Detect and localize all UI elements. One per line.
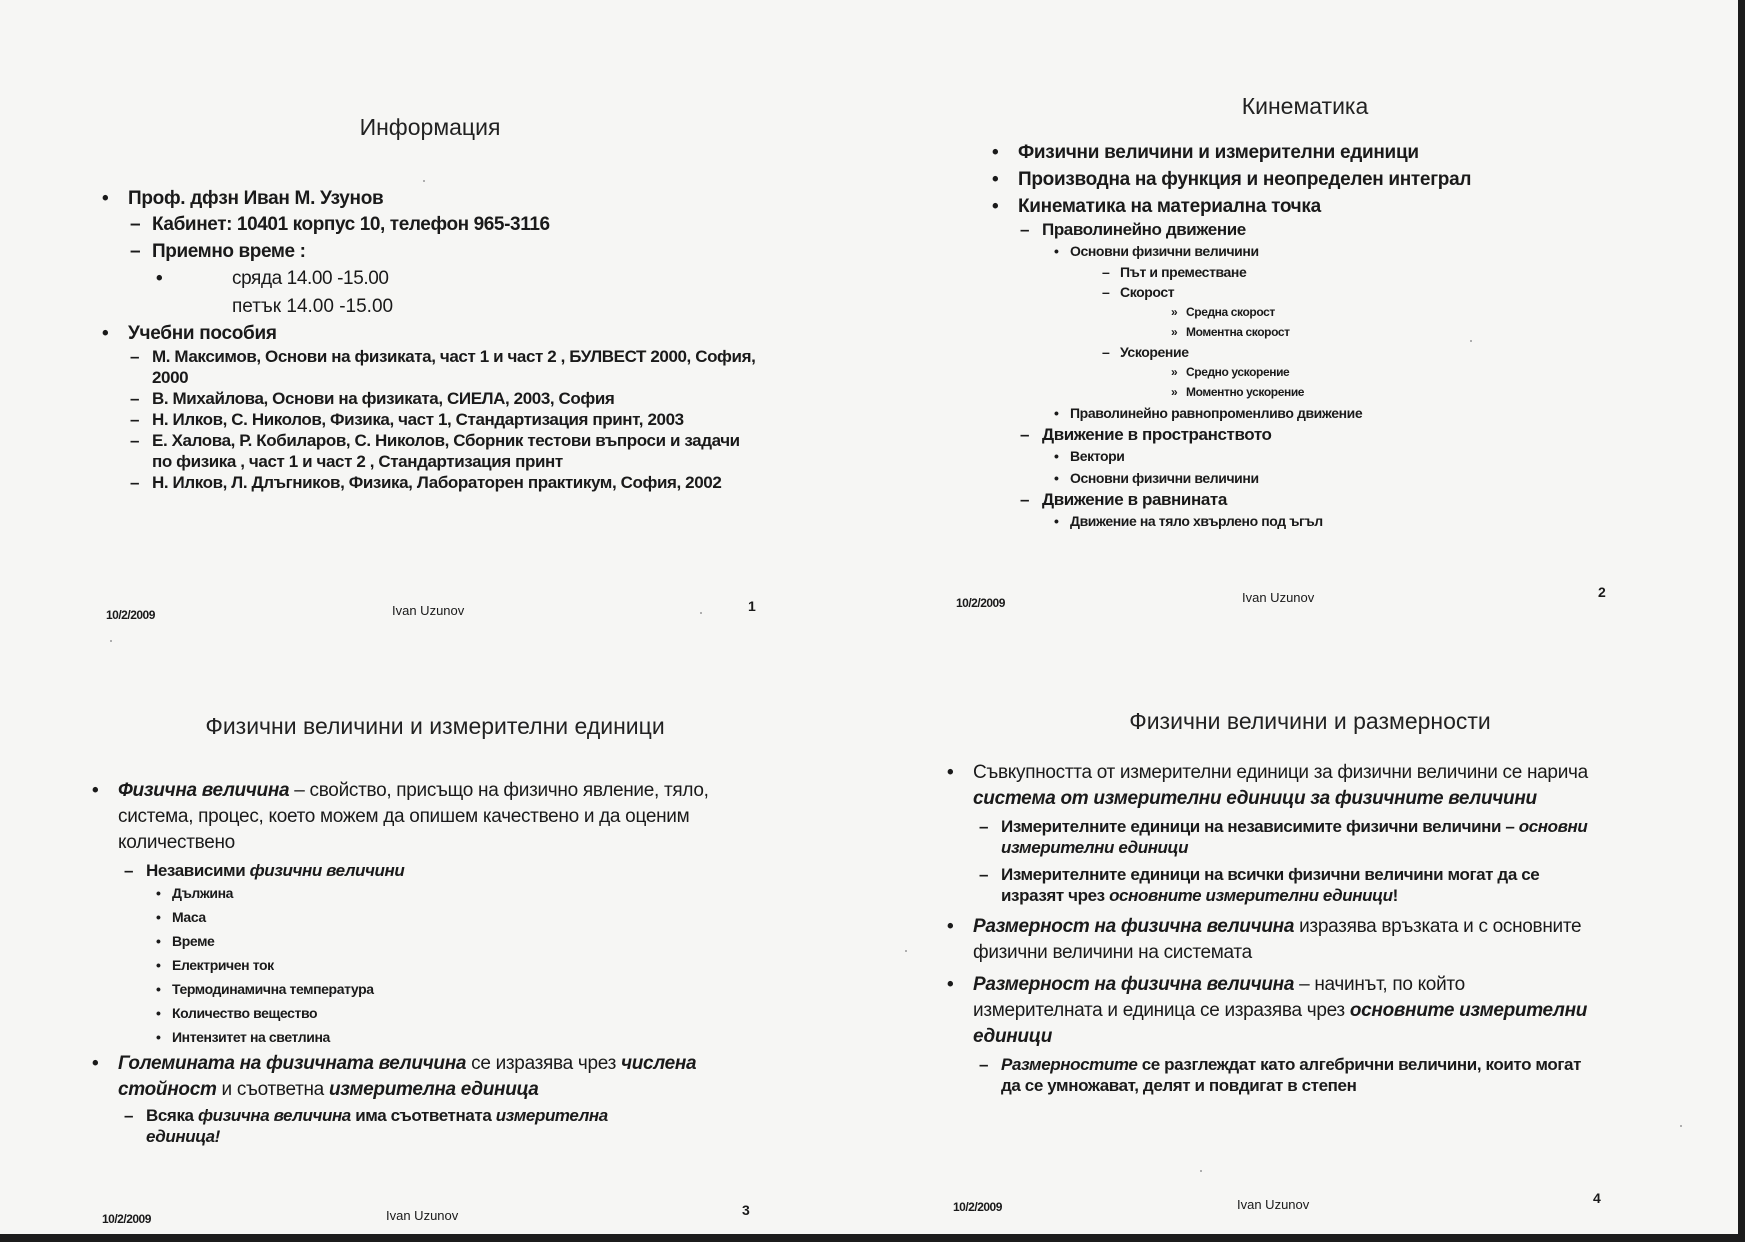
list-item: » Моментно ускорение	[1168, 382, 1630, 402]
slide-number: 1	[748, 598, 756, 614]
list-item: – Движение в пространството	[1018, 424, 1630, 445]
list-item	[977, 864, 1595, 906]
slide-1	[90, 100, 770, 630]
slide-2	[950, 80, 1630, 620]
text: – начинът, по който измерителната и единица се изразява чрез	[973, 974, 1465, 1021]
list-item	[90, 778, 770, 856]
list-item: – Път и преместване	[1102, 262, 1630, 282]
slide-3	[90, 700, 780, 1230]
term: Размерностите	[1001, 1055, 1138, 1074]
term: основните измерителни единици	[973, 1000, 1588, 1047]
list-item: • Кинематика на материална точка	[990, 194, 1630, 219]
base-quantity: • Интензитет на светлина	[152, 1025, 770, 1049]
term: основни измерителни единици	[1001, 817, 1588, 857]
list-item: • Основни физични величини	[1050, 467, 1630, 489]
term: Физична величина	[118, 780, 290, 801]
term: физични величини	[249, 861, 405, 880]
base-quantity: • Термодинамична температура	[152, 977, 770, 1001]
slide-title: Кинематика	[1241, 93, 1369, 119]
slide-4	[945, 700, 1645, 1220]
list-item: • Праволинейно равнопроменливо движение	[1050, 402, 1630, 424]
list-item	[977, 816, 1595, 858]
slide-number: 2	[1598, 584, 1606, 600]
slide-author: Ivan Uzunov	[386, 1208, 459, 1223]
slide-title: Информация	[359, 114, 501, 140]
text: !	[1392, 886, 1398, 905]
list-item	[945, 972, 1595, 1050]
slide-date: 10/2/2009	[102, 1212, 151, 1226]
list-item: • Основни физични величини	[1050, 240, 1630, 262]
term: числена стойност	[118, 1053, 697, 1100]
definition-text: – свойство, присъщо на физично явление, тяло, система, процес, което можем да опишем качествено и да оценим количествено	[118, 780, 709, 853]
base-quantity: • Дължина	[152, 881, 770, 905]
list-item: • Проф. дфзн Иван М. Узунов	[100, 186, 760, 211]
book-item: – Е. Халова, Р. Кобиларов, С. Николов, Сборник тестови въпроси и задачи по физика , част 1 и част 2 , Стандартизация принт	[128, 430, 760, 472]
base-quantity: • Количество вещество	[152, 1001, 770, 1025]
term: основните измерителни единици	[1109, 886, 1393, 905]
scan-speck	[110, 640, 112, 642]
list-item	[152, 265, 760, 293]
text: се изразява чрез	[466, 1053, 621, 1074]
term: физична величина	[197, 1106, 351, 1125]
hours-wed: сряда 14.00 -15.00	[232, 268, 389, 289]
slide-number: 4	[1593, 1190, 1601, 1206]
list-item	[122, 1105, 666, 1147]
list-item: – Праволинейно движение	[1018, 219, 1630, 240]
list-item: – Движение в равнината	[1018, 489, 1630, 510]
term: измерителна единица!	[146, 1106, 608, 1146]
list-item: • Производна на функция и неопределен интеграл	[990, 167, 1630, 192]
list-item: – Скорост	[1102, 282, 1630, 302]
text: Измерителните единици на независимите физични величини –	[1001, 817, 1519, 836]
list-item: » Средна скорост	[1168, 302, 1630, 322]
list-item: » Средно ускорение	[1168, 362, 1630, 382]
text: Независими	[146, 861, 250, 880]
text: се разглеждат като алгебрични величини, които могат да се умножават, делят и повдигат в степен	[1001, 1055, 1582, 1095]
base-quantity: • Време	[152, 929, 770, 953]
slide-author: Ivan Uzunov	[1242, 590, 1315, 605]
book-item: – Н. Илков, С. Николов, Физика, част 1, Стандартизация принт, 2003	[128, 409, 760, 430]
list-item	[977, 1054, 1595, 1096]
slide-title: Физични величини и измерителни единици	[205, 713, 665, 739]
base-quantity: • Маса	[152, 905, 770, 929]
base-quantity: • Електричен ток	[152, 953, 770, 977]
list-item: – Кабинет: 10401 корпус 10, телефон 965-3116	[128, 211, 760, 238]
text: Измерителните единици на всички физични величини могат да се изразят чрез	[1001, 865, 1540, 905]
term: Големината на физичната величина	[118, 1053, 467, 1074]
text: има съответната	[350, 1106, 496, 1125]
slide-author: Ivan Uzunov	[1237, 1197, 1310, 1212]
list-item: • Учебни пособия	[100, 321, 760, 346]
text: Всяка	[146, 1106, 198, 1125]
term: Размерност на физична величина	[973, 974, 1295, 995]
slide-date: 10/2/2009	[953, 1200, 1002, 1214]
slide-title: Физични величини и размерности	[1129, 708, 1491, 734]
scan-speck	[1680, 1125, 1682, 1127]
term: измерителна единица	[328, 1079, 539, 1100]
slide-author: Ivan Uzunov	[392, 603, 465, 618]
book-item: – М. Максимов, Основи на физиката, част 1 и част 2 , БУЛВЕСТ 2000, София, 2000	[128, 346, 760, 388]
text: изразява връзката и с основните физични величини на системата	[973, 916, 1582, 963]
book-item: – В. Михайлова, Основи на физиката, СИЕЛА, 2003, София	[128, 388, 760, 409]
list-item: петък 14.00 -15.00	[232, 296, 394, 317]
list-item: • Физични величини и измерителни единици	[990, 140, 1630, 165]
list-item	[945, 760, 1595, 812]
list-item: • Движение на тяло хвърлено под ъгъл	[1050, 510, 1630, 532]
list-item	[90, 1051, 770, 1103]
term: система от измерителни единици за физичните величини	[973, 788, 1537, 809]
list-item	[122, 860, 770, 881]
list-item	[945, 914, 1595, 966]
slide-number: 3	[742, 1202, 750, 1218]
slide-date: 10/2/2009	[106, 608, 155, 622]
term: Размерност на физична величина	[973, 916, 1295, 937]
list-item: » Моментна скорост	[1168, 322, 1630, 342]
scan-speck	[905, 950, 907, 952]
list-item: • Вектори	[1050, 445, 1630, 467]
list-item: – Ускорение	[1102, 342, 1630, 362]
text: и съответна	[216, 1079, 329, 1100]
list-item: – Приемно време :	[128, 238, 760, 265]
text: Съвкупността от измерителни единици за физични величини се нарича	[973, 762, 1588, 783]
slide-date: 10/2/2009	[956, 596, 1005, 610]
book-item: – Н. Илков, Л. Длъгников, Физика, Лабораторен практикум, София, 2002	[128, 472, 760, 493]
